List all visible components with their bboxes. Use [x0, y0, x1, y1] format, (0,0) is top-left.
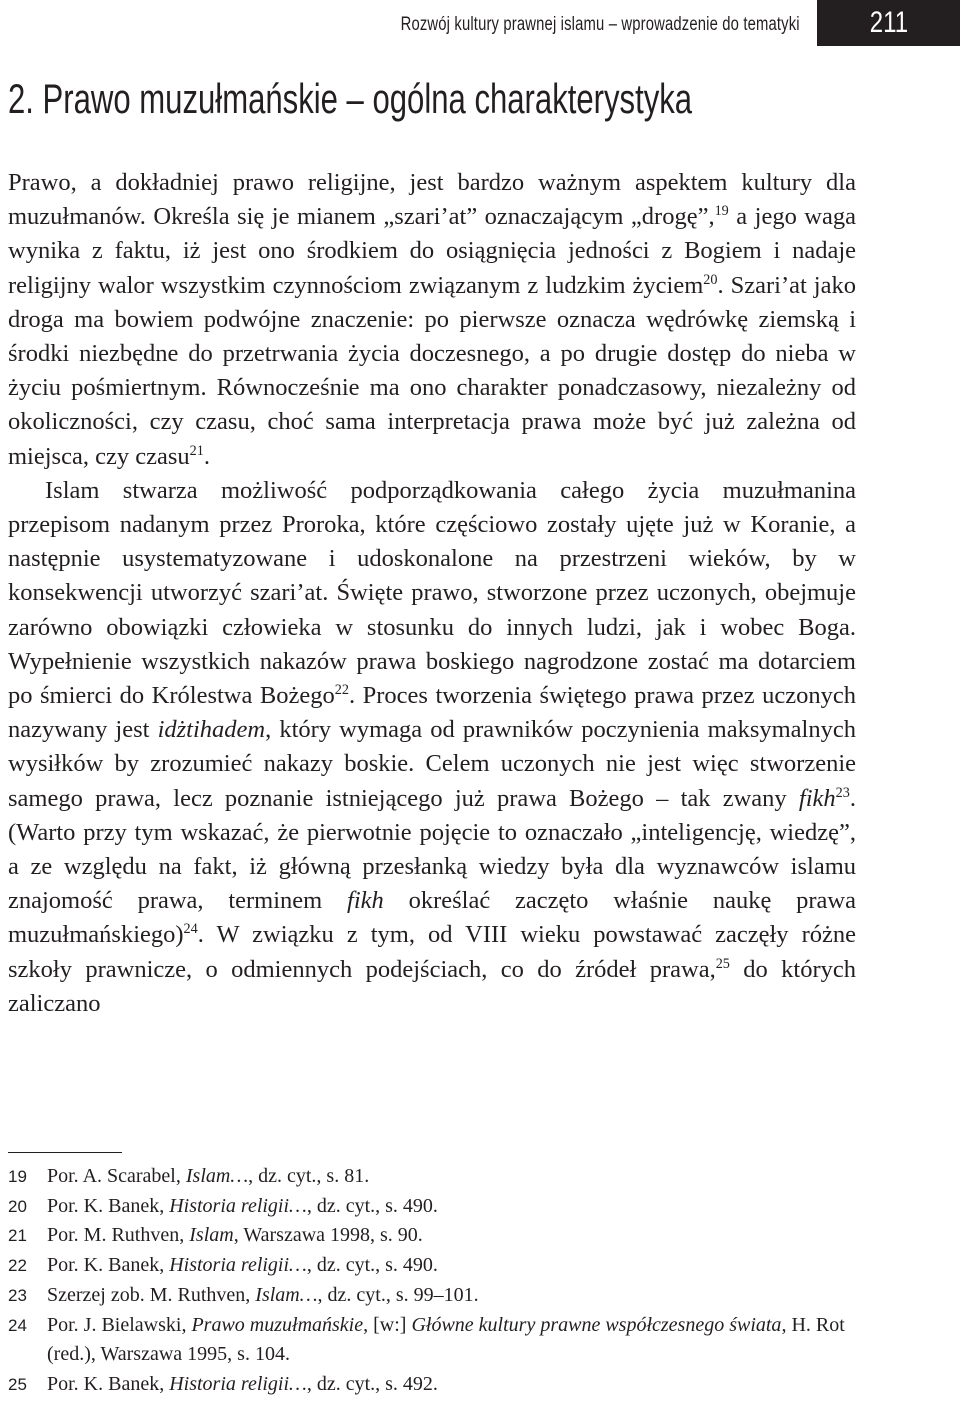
paragraph-1: [8, 166, 856, 474]
running-header: Rozwój kultury prawnej islamu – wprowadzenie do tematyki: [400, 14, 800, 35]
paragraph-text: . W związku z tym, od VIII wieku powstawać zaczęły różne szkoły prawnicze, o odmiennych podejściach, co do źródeł prawa,: [8, 921, 856, 983]
page-number: 211: [869, 6, 908, 39]
footnote-number: 24: [8, 1315, 27, 1335]
footnote-text: Por. K. Banek, Historia religii…, dz. cyt., s. 492.: [47, 1372, 438, 1395]
footnote-20: [8, 1192, 856, 1222]
paragraph-2: [8, 474, 856, 1021]
footnote-number: 22: [8, 1256, 27, 1276]
footnote-24: [8, 1311, 856, 1370]
term-idztihad: idżtihadem: [157, 716, 266, 744]
footnote-ref-25[interactable]: 25: [715, 955, 730, 972]
footnote-divider: [8, 1152, 122, 1153]
footnote-21: [8, 1221, 856, 1251]
footnote-ref-24[interactable]: 24: [183, 921, 198, 938]
footnote-number: 19: [8, 1167, 27, 1186]
footnote-ref-19[interactable]: 19: [714, 203, 729, 220]
footnote-19: [8, 1162, 856, 1192]
paragraph-text: Prawo, a dokładniej prawo religijne, jest bardzo ważnym aspektem kultury dla muzułmanów. Określa się je mianem „szari’at” oznaczającym „drogę”,: [8, 169, 856, 231]
footnote-25: [8, 1370, 856, 1400]
page-number-box: [817, 0, 960, 46]
footnotes: [8, 1162, 856, 1400]
footnote-ref-23[interactable]: 23: [835, 784, 850, 801]
footnote-text: Por. M. Ruthven, Islam, Warszawa 1998, s. 90.: [47, 1224, 423, 1247]
section-title: 2. Prawo muzułmańskie – ogólna charakterystyka: [8, 75, 693, 122]
footnote-ref-20[interactable]: 20: [703, 271, 718, 288]
footnote-text: Por. K. Banek, Historia religii…, dz. cyt., s. 490.: [47, 1254, 438, 1277]
footnote-22: [8, 1251, 856, 1281]
footnote-number: 25: [8, 1374, 27, 1394]
footnote-23: [8, 1281, 856, 1311]
footnote-text: Por. A. Scarabel, Islam…, dz. cyt., s. 81.: [47, 1165, 370, 1187]
paragraph-text: do których zaliczano: [8, 955, 856, 1017]
body-text: [8, 166, 856, 1021]
footnote-text: Por. K. Banek, Historia religii…, dz. cyt., s. 490.: [47, 1194, 438, 1217]
term-fikh: fikh: [798, 784, 836, 812]
paragraph-text: Islam stwarza możliwość podporządkowania całego życia muzułmanina przepisom nadanym przez Proroka, które częściowo zostały ujęte już w Koranie, a następnie usystematyzowane i udoskonalone na przestrzeni wieków, by w konsekwencji utworzyć szari’at. Święte prawo, stworzone przez uczonych, obejmuje zarówno obowiązki człowieka w stosunku do innych ludzi, jak i wobec Boga. Wypełnienie wszystkich nakazów prawa boskiego nagrodzone zostać ma dotarciem po śmierci do Królestwa Bożego: [8, 476, 856, 710]
paragraph-text: a jego waga wynika z faktu, iż jest ono środkiem do osiągnięcia jedności z Bogiem i nadaje religijny walor wszystkim czynnościom związanym z ludzkim życiem: [8, 203, 857, 299]
footnote-ref-22[interactable]: 22: [334, 682, 349, 699]
footnote-text: Por. J. Bielawski, Prawo muzułmańskie, [w:] Główne kultury prawne współczesnego świata, H. Rot (red.), Warszawa 1995, s. 104.: [47, 1313, 845, 1366]
term-fikh: fikh: [347, 887, 384, 915]
footnote-ref-21[interactable]: 21: [189, 442, 204, 459]
footnote-number: 23: [8, 1285, 27, 1305]
paragraph-text: . Proces tworzenia świętego prawa przez uczonych nazywany jest: [8, 682, 856, 744]
paragraph-text: . Szari’at jako droga ma bowiem podwójne znaczenie: po pierwsze oznacza wędrówkę ziemską i środki niezbędne do przetrwania życia doczesnego, a po drugie dostęp do nieba w życiu pośmiertnym. Równocześnie ma ono charakter ponadczasowy, niezależny od okoliczności, czy czasu, choć sama interpretacja prawa może być już zależna od miejsca, czy czasu: [8, 271, 856, 470]
paragraph-text: określać zaczęto właśnie naukę prawa muzułmańskiego): [8, 887, 856, 949]
footnote-number: 20: [8, 1196, 27, 1216]
footnote-number: 21: [8, 1226, 27, 1246]
paragraph-text: , który wymaga od prawników poczynienia maksymalnych wysiłków by zrozumieć nakazy boskie. Celem uczonych nie jest więc stworzenie samego prawa, lecz poznanie istniejącego już prawa Bożego – tak zwany: [8, 716, 856, 812]
paragraph-text: . (Warto przy tym wskazać, że pierwotnie pojęcie to oznaczało „inteligencję, wiedzę”, a ze względu na fakt, iż główną przesłanką wiedzy była dla wyznawców islamu znajomość prawa, terminem: [8, 784, 856, 915]
paragraph-text: .: [203, 442, 210, 470]
footnote-text: Szerzej zob. M. Ruthven, Islam…, dz. cyt., s. 99–101.: [47, 1283, 479, 1306]
